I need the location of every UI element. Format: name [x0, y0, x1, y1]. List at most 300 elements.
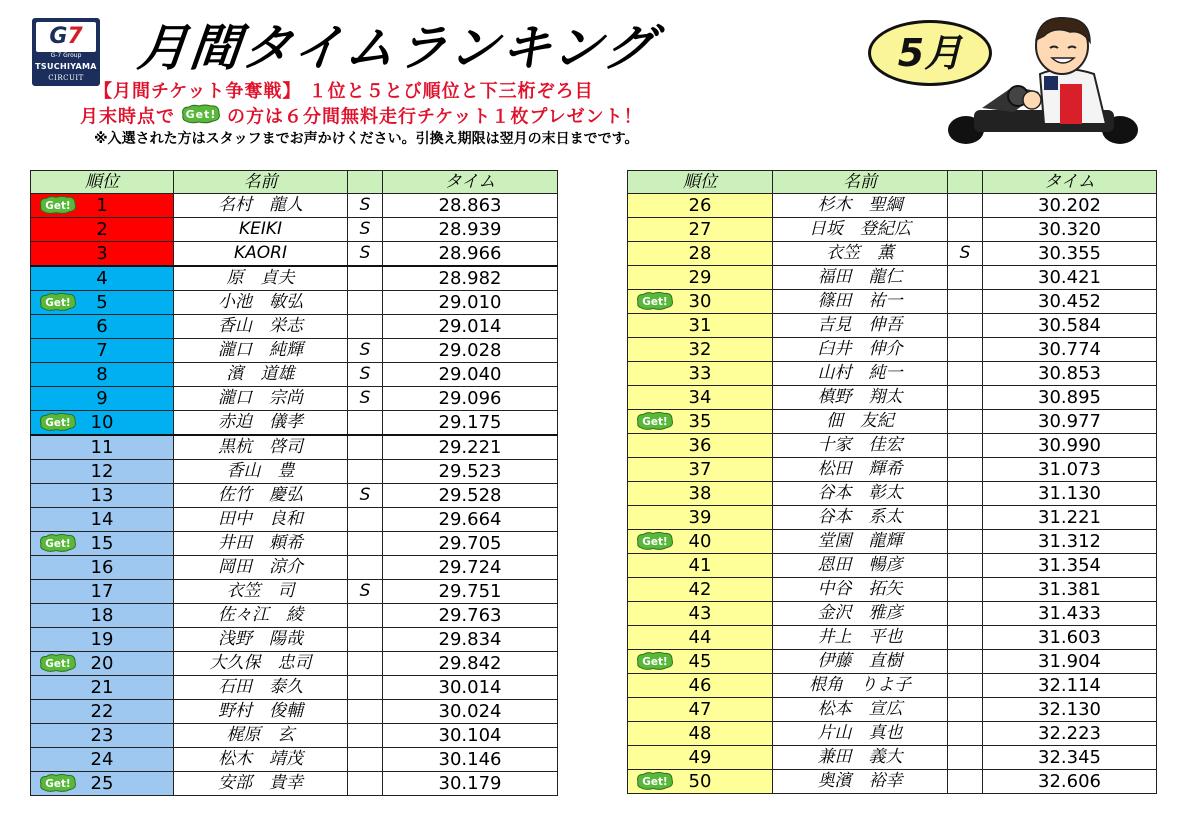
- rank-number: 8: [96, 364, 108, 385]
- class-mark: [948, 698, 983, 722]
- rank-cell: [31, 460, 174, 484]
- rank-number: 24: [90, 749, 114, 770]
- class-mark: [948, 386, 983, 410]
- class-mark: S: [348, 242, 383, 267]
- table-row: [628, 530, 1157, 554]
- driver-name: 松田 輝希: [773, 458, 948, 482]
- table-row: [628, 266, 1157, 290]
- rank-number: 48: [688, 723, 712, 744]
- class-mark: [948, 218, 983, 242]
- class-mark: [948, 434, 983, 458]
- rank-number: 37: [688, 459, 712, 480]
- table-row: [31, 460, 558, 484]
- name-header: 名前: [773, 171, 948, 194]
- table-row: [31, 700, 558, 724]
- class-mark: [348, 508, 383, 532]
- lap-time: 29.705: [383, 532, 558, 556]
- class-mark: [348, 532, 383, 556]
- class-mark: [348, 266, 383, 291]
- class-mark: [948, 266, 983, 290]
- table-row: [628, 242, 1157, 266]
- table-row: [628, 290, 1157, 314]
- lap-time: 28.939: [383, 218, 558, 242]
- driver-name: 日坂 登紀広: [773, 218, 948, 242]
- lap-time: 32.606: [983, 770, 1157, 794]
- rank-number: 19: [90, 629, 114, 650]
- rank-number: 16: [90, 557, 114, 578]
- rank-cell: [628, 314, 773, 338]
- lap-time: 30.977: [983, 410, 1157, 434]
- class-mark: [948, 722, 983, 746]
- time-header: タイム: [983, 171, 1157, 194]
- rank-cell: [31, 772, 174, 796]
- lap-time: 30.895: [983, 386, 1157, 410]
- rank-number: 11: [90, 437, 114, 458]
- lap-time: 29.040: [383, 363, 558, 387]
- svg-text:Get!: Get!: [45, 777, 71, 790]
- rank-cell: [628, 194, 773, 218]
- lap-time: 32.223: [983, 722, 1157, 746]
- rank-number: 3: [96, 243, 108, 264]
- lap-time: 28.966: [383, 242, 558, 267]
- class-mark: S: [948, 242, 983, 266]
- table-header-row: [31, 171, 558, 194]
- class-mark: [348, 700, 383, 724]
- circuit-logo: [32, 18, 100, 86]
- lap-time: 30.146: [383, 748, 558, 772]
- notice-line-3: ※入選された方はスタッフまでお声かけください。引換え期限は翌月の末日までです。: [94, 131, 639, 147]
- lap-time: 29.664: [383, 508, 558, 532]
- lap-time: 30.014: [383, 676, 558, 700]
- rank-cell: [628, 602, 773, 626]
- rank-cell: [628, 410, 773, 434]
- table-row: [31, 339, 558, 363]
- lap-time: 28.982: [383, 266, 558, 291]
- rank-cell: [628, 506, 773, 530]
- rank-number: 10: [90, 412, 114, 433]
- driver-name: 臼井 伸介: [773, 338, 948, 362]
- rank-cell: [31, 580, 174, 604]
- rank-cell: [31, 484, 174, 508]
- table-row: [628, 410, 1157, 434]
- rank-cell: [628, 674, 773, 698]
- table-row: [31, 363, 558, 387]
- svg-text:Get!: Get!: [185, 108, 217, 121]
- driver-name: 吉見 伸吾: [773, 314, 948, 338]
- table-row: [31, 604, 558, 628]
- driver-name: 衣笠 薫: [773, 242, 948, 266]
- svg-text:Get!: Get!: [45, 416, 71, 429]
- table-row: [31, 242, 558, 267]
- month-badge: 5月: [868, 20, 992, 86]
- table-row: [628, 314, 1157, 338]
- table-row: [628, 218, 1157, 242]
- lap-time: 29.014: [383, 315, 558, 339]
- table-row: [31, 772, 558, 796]
- lap-time: 28.863: [383, 194, 558, 218]
- rank-number: 41: [688, 555, 712, 576]
- get-badge-icon: [636, 411, 674, 431]
- rank-number: 50: [688, 771, 712, 792]
- lap-time: 31.354: [983, 554, 1157, 578]
- driver-name: KAORI: [174, 242, 348, 267]
- get-badge-icon: [636, 771, 674, 791]
- driver-name: 谷本 系太: [773, 506, 948, 530]
- get-badge-icon: [39, 773, 77, 793]
- svg-text:Get!: Get!: [642, 295, 668, 308]
- rank-number: 9: [96, 388, 108, 409]
- lap-time: 31.073: [983, 458, 1157, 482]
- class-mark: S: [348, 194, 383, 218]
- driver-name: 金沢 雅彦: [773, 602, 948, 626]
- table-row: [31, 484, 558, 508]
- logo-line2: CIRCUIT: [48, 74, 84, 82]
- rank-cell: [31, 676, 174, 700]
- class-mark: [948, 626, 983, 650]
- rank-number: 7: [96, 340, 108, 361]
- table-row: [31, 508, 558, 532]
- driver-name: 衣笠 司: [174, 580, 348, 604]
- table-row: [628, 626, 1157, 650]
- rank-number: 23: [90, 725, 114, 746]
- table-row: [628, 362, 1157, 386]
- rank-cell: [628, 554, 773, 578]
- rank-cell: [31, 700, 174, 724]
- rank-number: 32: [688, 339, 712, 360]
- rank-cell: [31, 242, 174, 267]
- rank-cell: [31, 194, 174, 218]
- driver-name: 山村 純一: [773, 362, 948, 386]
- class-mark: [948, 290, 983, 314]
- rank-number: 4: [96, 268, 108, 289]
- class-mark: [948, 578, 983, 602]
- rank-number: 38: [688, 483, 712, 504]
- lap-time: 29.221: [383, 435, 558, 460]
- driver-name: 佐竹 慶弘: [174, 484, 348, 508]
- table-row: [628, 578, 1157, 602]
- driver-name: 安部 貴幸: [174, 772, 348, 796]
- table-row: [628, 434, 1157, 458]
- class-mark: [948, 602, 983, 626]
- table-row: [31, 676, 558, 700]
- driver-name: 原 貞夫: [174, 266, 348, 291]
- rank-number: 42: [688, 579, 712, 600]
- notice-line-2-post: の方は６分間無料走行チケット１枚プレゼント！: [227, 106, 643, 128]
- rank-number: 2: [96, 219, 108, 240]
- rank-cell: [628, 242, 773, 266]
- lap-time: 30.853: [983, 362, 1157, 386]
- table-row: [628, 722, 1157, 746]
- driver-name: 伊藤 直樹: [773, 650, 948, 674]
- lap-time: 30.179: [383, 772, 558, 796]
- rank-number: 46: [688, 675, 712, 696]
- get-badge-icon: [39, 195, 77, 215]
- table-row: [628, 506, 1157, 530]
- lap-time: 31.603: [983, 626, 1157, 650]
- table-row: [31, 266, 558, 291]
- rank-cell: [31, 628, 174, 652]
- lap-time: 31.130: [983, 482, 1157, 506]
- rank-cell: [628, 290, 773, 314]
- table-row: [628, 554, 1157, 578]
- class-mark: [948, 770, 983, 794]
- class-mark: [948, 314, 983, 338]
- class-mark: S: [348, 218, 383, 242]
- table-row: [31, 532, 558, 556]
- driver-name: 香山 栄志: [174, 315, 348, 339]
- class-mark: [348, 291, 383, 315]
- class-mark: [348, 676, 383, 700]
- rank-cell: [31, 387, 174, 411]
- table-row: [628, 386, 1157, 410]
- table-row: [628, 746, 1157, 770]
- rank-cell: [31, 411, 174, 436]
- rank-number: 27: [688, 219, 712, 240]
- table-row: [31, 748, 558, 772]
- class-mark: [348, 772, 383, 796]
- table-row: [628, 482, 1157, 506]
- rank-number: 34: [688, 387, 712, 408]
- svg-text:Get!: Get!: [45, 199, 71, 212]
- rank-number: 14: [90, 509, 114, 530]
- rank-number: 26: [688, 195, 712, 216]
- lap-time: 30.320: [983, 218, 1157, 242]
- class-mark: [948, 194, 983, 218]
- lap-time: 30.774: [983, 338, 1157, 362]
- driver-name: 杉木 聖綱: [773, 194, 948, 218]
- rank-cell: [31, 556, 174, 580]
- lap-time: 29.028: [383, 339, 558, 363]
- lap-time: 32.114: [983, 674, 1157, 698]
- rank-number: 31: [688, 315, 712, 336]
- class-mark: [948, 410, 983, 434]
- class-mark: [348, 724, 383, 748]
- class-mark: [948, 482, 983, 506]
- rank-number: 29: [688, 267, 712, 288]
- ranking-table-left: [30, 170, 558, 796]
- driver-name: 井上 平也: [773, 626, 948, 650]
- rank-number: 21: [90, 677, 114, 698]
- rank-cell: [628, 266, 773, 290]
- rank-number: 33: [688, 363, 712, 384]
- rank-number: 17: [90, 581, 114, 602]
- class-header: [348, 171, 383, 194]
- ranking-table-right: [627, 170, 1157, 794]
- svg-text:Get!: Get!: [642, 415, 668, 428]
- class-mark: [348, 748, 383, 772]
- lap-time: 31.433: [983, 602, 1157, 626]
- rank-number: 30: [688, 291, 712, 312]
- rank-cell: [31, 724, 174, 748]
- driver-name: 奥濱 裕幸: [773, 770, 948, 794]
- logo-line1: TSUCHIYAMA: [35, 62, 97, 71]
- notice-line-2: [80, 104, 900, 131]
- rank-cell: [31, 508, 174, 532]
- driver-name: 佐々江 綾: [174, 604, 348, 628]
- driver-name: 井田 頼希: [174, 532, 348, 556]
- driver-name: 福田 龍仁: [773, 266, 948, 290]
- get-badge-icon: [39, 653, 77, 673]
- table-row: [31, 580, 558, 604]
- table-row: [31, 435, 558, 460]
- lap-time: 29.010: [383, 291, 558, 315]
- rank-number: 47: [688, 699, 712, 720]
- rank-cell: [628, 338, 773, 362]
- rank-number: 45: [688, 651, 712, 672]
- lap-time: 29.834: [383, 628, 558, 652]
- rank-cell: [628, 482, 773, 506]
- rank-cell: [628, 458, 773, 482]
- rank-number: 39: [688, 507, 712, 528]
- class-mark: [948, 554, 983, 578]
- table-row: [628, 194, 1157, 218]
- table-row: [628, 338, 1157, 362]
- class-mark: [348, 460, 383, 484]
- time-header: タイム: [383, 171, 558, 194]
- rank-number: 22: [90, 701, 114, 722]
- driver-name: 野村 俊輔: [174, 700, 348, 724]
- class-mark: [948, 506, 983, 530]
- rank-cell: [31, 435, 174, 460]
- table-row: [31, 315, 558, 339]
- lap-time: 32.130: [983, 698, 1157, 722]
- rank-number: 28: [688, 243, 712, 264]
- rank-number: 43: [688, 603, 712, 624]
- rank-cell: [31, 748, 174, 772]
- page-title: 月間タイムランキング: [134, 19, 659, 77]
- driver-name: 根角 りよ子: [773, 674, 948, 698]
- driver-name: 小池 敏弘: [174, 291, 348, 315]
- class-mark: [348, 556, 383, 580]
- driver-name: 中谷 拓矢: [773, 578, 948, 602]
- logo-mark: G7: [36, 22, 96, 52]
- get-badge-icon: [39, 412, 77, 432]
- driver-name: 瀧口 純輝: [174, 339, 348, 363]
- get-badge-icon: [636, 651, 674, 671]
- driver-name: 岡田 涼介: [174, 556, 348, 580]
- rank-number: 5: [96, 292, 108, 313]
- driver-name: 兼田 義大: [773, 746, 948, 770]
- rank-number: 36: [688, 435, 712, 456]
- rank-cell: [628, 626, 773, 650]
- rank-number: 44: [688, 627, 712, 648]
- table-row: [628, 674, 1157, 698]
- table-row: [31, 652, 558, 676]
- lap-time: 30.024: [383, 700, 558, 724]
- lap-time: 30.990: [983, 434, 1157, 458]
- class-header: [948, 171, 983, 194]
- driver-name: 赤迫 儀孝: [174, 411, 348, 436]
- lap-time: 31.221: [983, 506, 1157, 530]
- class-mark: [948, 458, 983, 482]
- lap-time: 30.584: [983, 314, 1157, 338]
- driver-name: 瀧口 宗尚: [174, 387, 348, 411]
- svg-text:Get!: Get!: [642, 775, 668, 788]
- rank-cell: [31, 218, 174, 242]
- class-mark: S: [348, 484, 383, 508]
- driver-name: 佃 友紀: [773, 410, 948, 434]
- get-badge-icon: [636, 291, 674, 311]
- name-header: 名前: [174, 171, 348, 194]
- driver-name: 梶原 玄: [174, 724, 348, 748]
- table-row: [31, 556, 558, 580]
- rank-number: 1: [96, 195, 108, 216]
- svg-text:Get!: Get!: [45, 657, 71, 670]
- driver-name: KEIKI: [174, 218, 348, 242]
- kart-driver-illustration: [944, 12, 1144, 147]
- lap-time: 30.355: [983, 242, 1157, 266]
- driver-name: 十家 佳宏: [773, 434, 948, 458]
- lap-time: 31.312: [983, 530, 1157, 554]
- class-mark: [348, 435, 383, 460]
- logo-group-text: G-7 Group: [50, 52, 82, 59]
- svg-text:Get!: Get!: [45, 296, 71, 309]
- rank-cell: [628, 746, 773, 770]
- class-mark: S: [348, 339, 383, 363]
- driver-name: 松木 靖茂: [174, 748, 348, 772]
- driver-name: 香山 豊: [174, 460, 348, 484]
- driver-name: 石田 泰久: [174, 676, 348, 700]
- lap-time: 31.381: [983, 578, 1157, 602]
- rank-number: 49: [688, 747, 712, 768]
- driver-name: 篠田 祐一: [773, 290, 948, 314]
- driver-name: 浅野 陽哉: [174, 628, 348, 652]
- lap-time: 29.175: [383, 411, 558, 436]
- lap-time: 31.904: [983, 650, 1157, 674]
- rank-cell: [31, 315, 174, 339]
- driver-name: 槙野 翔太: [773, 386, 948, 410]
- lap-time: 32.345: [983, 746, 1157, 770]
- rank-number: 40: [688, 531, 712, 552]
- class-mark: [948, 674, 983, 698]
- rank-number: 25: [90, 773, 114, 794]
- driver-name: 黒杭 啓司: [174, 435, 348, 460]
- rank-cell: [628, 386, 773, 410]
- rank-cell: [628, 218, 773, 242]
- driver-name: 田中 良和: [174, 508, 348, 532]
- class-mark: [348, 411, 383, 436]
- table-row: [31, 218, 558, 242]
- class-mark: [348, 315, 383, 339]
- table-row: [31, 387, 558, 411]
- lap-time: 29.842: [383, 652, 558, 676]
- svg-text:Get!: Get!: [642, 535, 668, 548]
- rank-cell: [628, 578, 773, 602]
- table-row: [628, 698, 1157, 722]
- class-mark: [348, 628, 383, 652]
- table-row: [628, 770, 1157, 794]
- lap-time: 29.096: [383, 387, 558, 411]
- class-mark: S: [348, 387, 383, 411]
- driver-name: 濱 道雄: [174, 363, 348, 387]
- get-badge-icon: [181, 104, 221, 131]
- lap-time: 29.751: [383, 580, 558, 604]
- table-row: [31, 194, 558, 218]
- lap-time: 30.452: [983, 290, 1157, 314]
- driver-name: 恩田 暢彦: [773, 554, 948, 578]
- class-mark: S: [348, 580, 383, 604]
- lap-time: 29.763: [383, 604, 558, 628]
- svg-text:Get!: Get!: [642, 655, 668, 668]
- lap-time: 30.202: [983, 194, 1157, 218]
- notice-line-2-pre: 月末時点で: [80, 106, 175, 128]
- rank-header: 順位: [628, 171, 773, 194]
- rank-number: 18: [90, 605, 114, 626]
- notice-line-1: 【月間チケット争奪戦】 １位と５とび順位と下三桁ぞろ目: [94, 81, 594, 102]
- rank-cell: [628, 722, 773, 746]
- rank-number: 15: [90, 533, 114, 554]
- rank-number: 13: [90, 485, 114, 506]
